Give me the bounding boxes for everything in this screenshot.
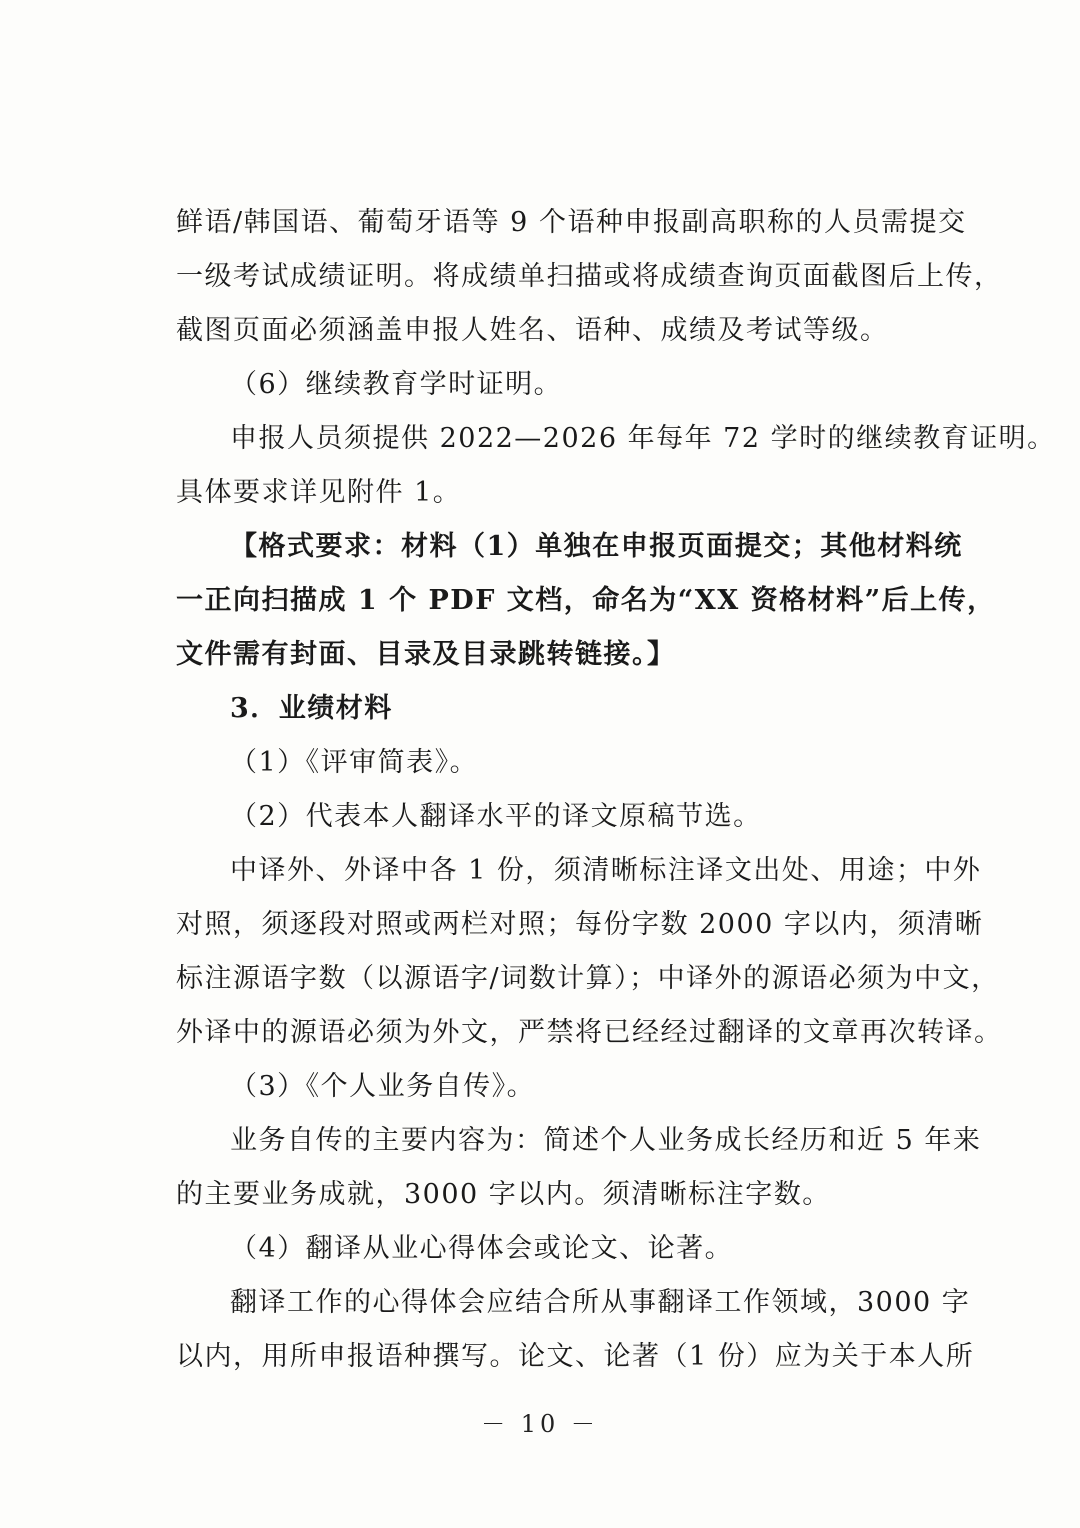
format-requirement-line: 文件需有封面、目录及目录跳转链接。】	[176, 639, 676, 670]
item-heading: （1）《评审简表》。	[230, 747, 479, 778]
body-line: 截图页面必须涵盖申报人姓名、语种、成绩及考试等级。	[176, 315, 889, 346]
body-line: 标注源语字数（以源语字/词数计算）；中译外的源语必须为中文，	[176, 963, 1000, 994]
item-heading: （4）翻译从业心得体会或论文、论著。	[230, 1233, 734, 1264]
body-line: 外译中的源语必须为外文，严禁将已经经过翻译的文章再次转译。	[176, 1017, 1003, 1048]
body-line: 以内，用所申报语种撰写。论文、论著（1 份）应为关于本人所	[176, 1341, 975, 1372]
body-line: 业务自传的主要内容为：简述个人业务成长经历和近 5 年来	[230, 1125, 982, 1156]
format-requirement-line: 【格式要求：材料（1）单独在申报页面提交；其他材料统	[230, 531, 963, 562]
body-line: 对照，须逐段对照或两栏对照；每份字数 2000 字以内，须清晰	[176, 909, 984, 940]
page-number: － 10 －	[481, 1410, 599, 1438]
body-line: 中译外、外译中各 1 份，须清晰标注译文出处、用途；中外	[230, 855, 982, 886]
item-heading: （6）继续教育学时证明。	[230, 369, 563, 400]
body-line: 的主要业务成就，3000 字以内。须清晰标注字数。	[176, 1179, 831, 1210]
section-heading: 3．业绩材料	[230, 693, 393, 724]
body-line: 翻译工作的心得体会应结合所从事翻译工作领域，3000 字	[230, 1287, 971, 1318]
page-body	[176, 196, 1056, 1384]
body-line: 鲜语/韩国语、葡萄牙语等 9 个语种申报副高职称的人员需提交	[176, 207, 967, 238]
item-heading: （2）代表本人翻译水平的译文原稿节选。	[230, 801, 762, 832]
item-heading: （3）《个人业务自传》。	[230, 1071, 536, 1102]
body-line: 一级考试成绩证明。将成绩单扫描或将成绩查询页面截图后上传，	[176, 261, 1003, 292]
format-requirement-line: 一正向扫描成 1 个 PDF 文档，命名为“XX 资格材料”后上传，	[176, 585, 996, 616]
body-line: 申报人员须提供 2022—2026 年每年 72 学时的继续教育证明。	[230, 423, 1056, 454]
body-line: 具体要求详见附件 1。	[176, 477, 462, 508]
